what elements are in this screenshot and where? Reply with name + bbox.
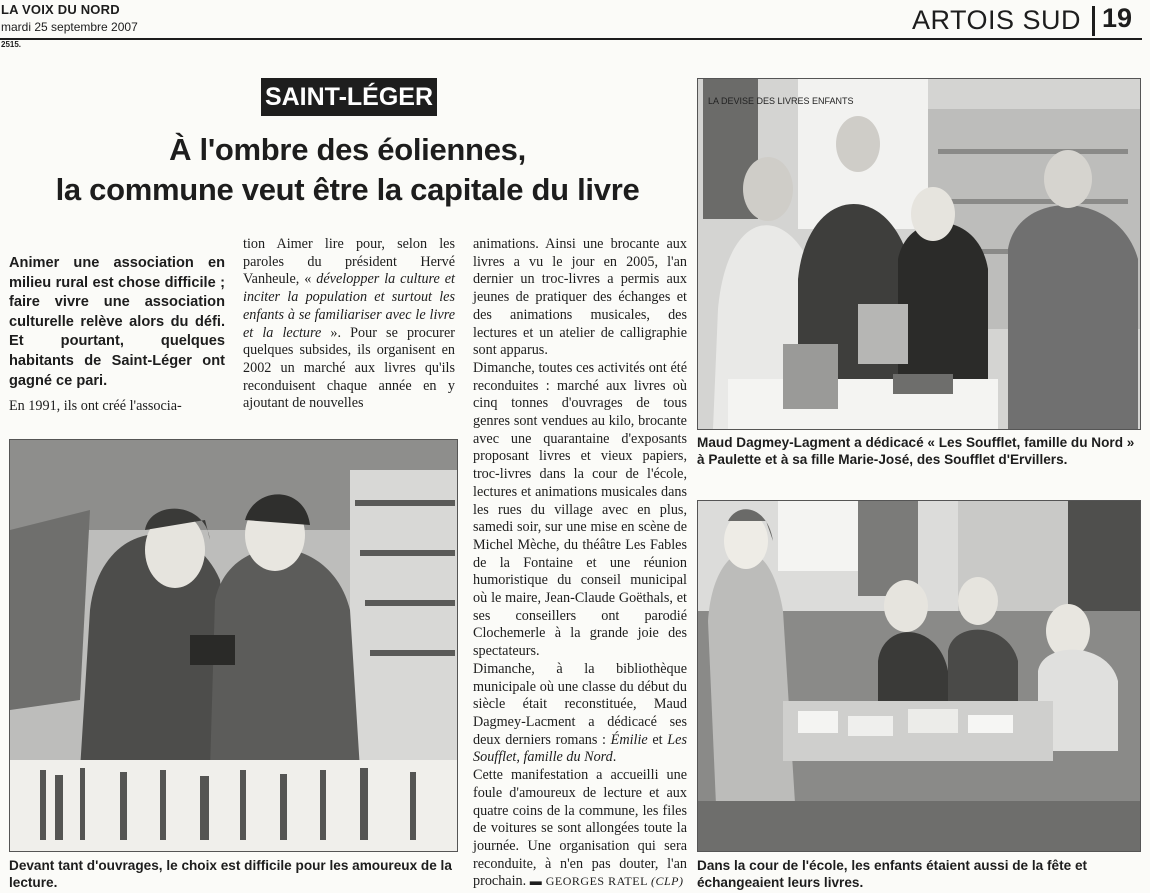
book-title-emilie: Émilie bbox=[610, 731, 648, 748]
caption-book-market: Devant tant d'ouvrages, le choix est difficile pour les amoureux de la lecture. bbox=[9, 858, 452, 890]
byline-tag: (CLP) bbox=[650, 874, 684, 889]
text-column-3 bbox=[473, 236, 687, 891]
page-code: 2515. bbox=[1, 40, 22, 49]
byline: ▬ GEORGES RATEL (CLP) bbox=[529, 874, 684, 889]
section-name: ARTOIS SUD bbox=[912, 5, 1082, 35]
column-3-closing: Cette manifestation a accueilli une foule d'amoureux de lecture et aux quatre coins de la commune, les files de voitures se sont allongées toute la journée. Une organisation qui sera reconduite, à n'en pas douter, l'an prochain. bbox=[473, 767, 687, 890]
column-3-paragraph-1: animations. Ainsi une brocante aux livres a vu le jour en 2005, l'an dernier un troc-livres a permis aux jeunes de pratiquer des échanges et des animations musicales, des lectures et un atelier de calligraphie sont apparus. bbox=[473, 236, 687, 359]
photo-book-market bbox=[9, 439, 458, 852]
column-3-period: . bbox=[612, 749, 617, 766]
photo-sign-text: LA DEVISE DES LIVRES ENFANTS bbox=[708, 96, 854, 106]
column-2-paragraph bbox=[243, 236, 455, 413]
photo-schoolyard bbox=[697, 500, 1141, 852]
headline-line-1: À l'ombre des éoliennes, bbox=[169, 132, 526, 167]
book-title-soufflet: Les Soufflet, famille du Nord bbox=[473, 731, 687, 766]
issue-date: mardi 25 septembre 2007 bbox=[1, 20, 138, 34]
header-rule bbox=[0, 38, 1142, 40]
photo-author-signing bbox=[697, 78, 1141, 430]
column-3-text: Dimanche, à la bibliothèque municipale où une classe du début du siècle était reconstituée, Maud Dagmey-Lacment a dédicacé ses deux derniers romans : bbox=[473, 660, 687, 748]
column-2-text-a: tion Aimer lire pour, selon les paroles du président Hervé Vanheule, « bbox=[243, 236, 455, 288]
location-kicker: SAINT-LÉGER bbox=[261, 78, 437, 116]
byline-name: GEORGES RATEL bbox=[545, 874, 648, 889]
section-divider bbox=[1092, 6, 1095, 36]
caption-schoolyard: Dans la cour de l'école, les enfants étaient aussi de la fête et échangeaient leurs livres. bbox=[697, 858, 1088, 890]
page-number: 19 bbox=[1102, 3, 1133, 33]
column-1-text: En 1991, ils ont créé l'associa- bbox=[9, 398, 182, 414]
column-3-and: et bbox=[647, 731, 668, 748]
text-column-1 bbox=[9, 398, 227, 416]
caption-author-signing: Maud Dagmey-Lagment a dédicacé « Les Soufflet, famille du Nord » à Paulette et à sa fille Marie-José, des Soufflet d'Ervillers. bbox=[697, 435, 1135, 467]
column-3-paragraph-2: Dimanche, toutes ces activités ont été reconduites : marché aux livres où cinq tonnes d'ouvrages de tous genres sont vendues au kilo, brocante avec une quarantaine d'exposants proposant livres et vieux papiers, troc-livres dans la cour de l'école, lectures et animations musicales dans les rues du village avec en plus, samedi soir, sur une mise en scène de Michel Mèche, du théâtre Les Fables de la Fontaine et une réunion humoristique du conseil municipal où le maire, Jean-Claude Goëthals, et ses conseillers ont parodié Clochemerle à la grande joie des spectateurs. bbox=[473, 359, 687, 660]
newspaper-name: LA VOIX DU NORD bbox=[1, 2, 120, 17]
column-3-paragraph-3 bbox=[473, 661, 687, 767]
article-lead: Animer une association en milieu rural est chose difficile ; faire vivre une association culturelle relève alors du défi. Et pourtant, quelques habitants de Saint-Léger ont gagné ce pari. bbox=[9, 255, 225, 389]
column-2-text-b: ». Pour se procurer quelques subsides, ils organisent en 2002 un marché aux livres qu'ils reconduisent chaque année en y ajoutant de nouvelles bbox=[243, 324, 456, 412]
article-headline bbox=[0, 130, 695, 210]
column-3-paragraph-4 bbox=[473, 767, 687, 891]
text-column-2 bbox=[243, 236, 455, 413]
president-quote: développer la culture et inciter la population et surtout les enfants à se familiariser avec le livre et la lecture bbox=[243, 271, 455, 341]
headline-line-2: la commune veut être la capitale du livre bbox=[55, 172, 640, 207]
